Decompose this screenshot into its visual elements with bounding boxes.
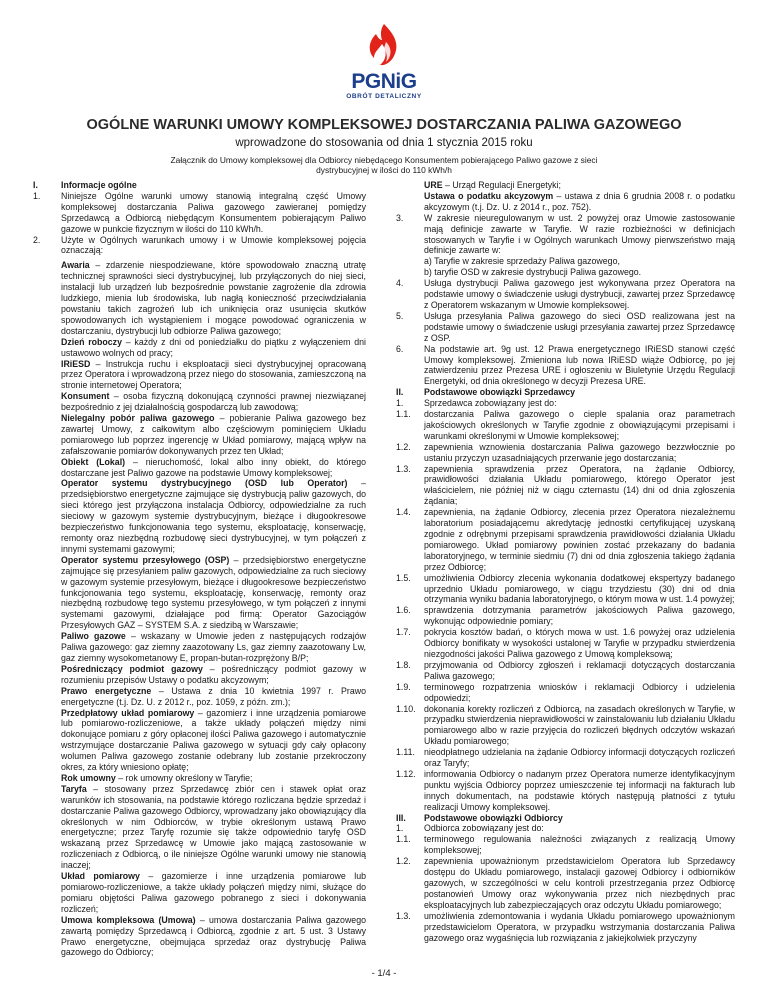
item-text: terminowego rozpatrzenia wniosków i reklamacji Odbiorcy i udzielenia odpowiedzi; bbox=[424, 681, 735, 703]
clause-text: Użyte w Ogólnych warunkach umowy i w Umowie kompleksowej pojęcia oznaczają: bbox=[61, 234, 366, 256]
clause-item bbox=[396, 409, 735, 442]
definition bbox=[61, 478, 366, 554]
item-text: terminowego regulowania należności związanych z realizacją Umowy kompleksowej; bbox=[424, 834, 735, 856]
clause bbox=[33, 191, 366, 235]
section-title: Informacje ogólne bbox=[61, 180, 137, 190]
definition bbox=[61, 260, 366, 336]
section-title: Podstawowe obowiązki Sprzedawcy bbox=[424, 387, 576, 398]
item-number: 1.3. bbox=[396, 463, 411, 474]
definition bbox=[61, 686, 366, 708]
clause bbox=[396, 344, 735, 388]
item-number: 1.10. bbox=[396, 703, 416, 714]
definition bbox=[61, 555, 366, 631]
clause-number: 4. bbox=[396, 278, 404, 289]
clause-number: 1. bbox=[396, 398, 404, 409]
flame-icon bbox=[364, 22, 404, 68]
section-heading bbox=[396, 813, 735, 824]
definition bbox=[61, 773, 366, 784]
clause-item bbox=[396, 682, 735, 704]
clause-text: Usługa przesyłania Paliwa gazowego do sieci OSD realizowana jest na podstawie umowy o świadczenie usługi przesyłania zawartej przez Sprzedawcę z OSP. bbox=[424, 310, 735, 343]
definition-text: – nieruchomość, lokal albo inny obiekt, do którego dostarczane jest Paliwo gazowe na podstawie Umowy kompleksowej; bbox=[61, 456, 366, 478]
definition-text: – osoba fizyczną dokonującą czynności prawnej niezwiązanej bezpośrednio z jej działalnością gospodarczą lub zawodową; bbox=[61, 391, 366, 413]
clause-item bbox=[396, 464, 735, 508]
section-heading bbox=[396, 387, 735, 398]
clause-item bbox=[396, 573, 735, 606]
definition-text: – pośredniczący podmiot gazowy w rozumieniu przepisów Ustawy o podatku akcyzowym; bbox=[61, 663, 366, 685]
clause-item bbox=[396, 704, 735, 748]
clause bbox=[396, 213, 735, 257]
item-number: 1.3. bbox=[396, 910, 411, 921]
definition bbox=[424, 180, 735, 191]
definition-term: Rok umowny bbox=[61, 772, 116, 783]
clause-item bbox=[396, 769, 735, 813]
clause-number: 1. bbox=[33, 190, 41, 201]
definition-term: Paliwo gazowe bbox=[61, 631, 126, 642]
item-text: zapewnienia sprawdzenia przez Operatora, na żądanie Odbiorcy, prawidłowości działania Układu pomiarowego, którego Operator jest właścicielem, nie później niż w ciągu czternastu (14) dni od dnia zgłoszenia żądania; bbox=[424, 463, 735, 507]
definition-text: – rok umowny określony w Taryfie; bbox=[115, 772, 253, 783]
clause bbox=[396, 398, 735, 409]
clause bbox=[33, 235, 366, 257]
definition-term: Taryfa bbox=[61, 783, 87, 794]
definition-text: – stosowany przez Sprzedawcę zbiór cen i stawek opłat oraz warunków ich stosowania, na podstawie którego rozliczana będzie sprzedaż i dostarczanie Paliwa gazowego Odbiorcy, wprowadzany jako obowiązujący dla określonych w nim Odbiorców, w trybie określonym ustawą Prawo energetyczne; przez Taryfę rozumie się także odpowiednio taryfę OSD wskazaną przez Sprzedawcę w Umowie jako mającą zastosowanie w rozliczeniach z Odbiorcą, o ile niniejsze Ogólne warunki umowy nie stanowią inaczej; bbox=[61, 783, 366, 871]
definition-text: – ustawa z dnia 6 grudnia 2008 r. o podatku akcyzowym (t.j. Dz. U. z 2014 r., poz. 752). bbox=[424, 190, 735, 212]
definition bbox=[61, 631, 366, 664]
definition bbox=[61, 391, 366, 413]
definition-text: – umowa dostarczania Paliwa gazowego zawartą pomiędzy Sprzedawcą i Odbiorcą, zgodnie z art. 5 ust. 3 Ustawy Prawo energetyczne, obejmująca sprzedaż oraz dystrybucję Paliwa gazowego do Odbiorcy; bbox=[61, 914, 366, 958]
clause-text: Na podstawie art. 9g ust. 12 Prawa energetycznego IRiESD stanowi część Umowy kompleksowej. Zmieniona lub nowa IRiESD wiąże Odbiorcę, po jej zatwierdzeniu przez Prezesa URE i ogłoszeniu w Biuletynie Urzędu Regulacji Energetyki, od dnia określonego w decyzji Prezesa URE. bbox=[424, 343, 735, 387]
item-text: nieodpłatnego udzielania na żądanie Odbiorcy informacji dotyczących rozliczeń oraz Taryfy; bbox=[424, 747, 735, 769]
section-number: III. bbox=[396, 812, 406, 823]
definition-text: – przedsiębiorstwo energetyczne zajmujące się dystrybucją paliw gazowych, do sieci którego jest przyłączona instalacja Odbiorcy, odpowiedzialne za ruch sieciowy w gazowym systemie dystrybucyjnym, bieżące i długookresowe bezpieczeństwo funkcjonowania tego systemu, eksploatację, konserwację, remonty oraz niezbędną rozbudowę sieci dystrybucyjnej, w tym połączeń z innymi systemami gazowymi; bbox=[61, 478, 366, 554]
definition-term: Nielegalny pobór paliwa gazowego bbox=[61, 413, 215, 424]
definition bbox=[61, 784, 366, 871]
clause-number: 1. bbox=[396, 823, 404, 834]
logo-subline: OBRÓT DETALICZNY bbox=[346, 93, 422, 100]
item-number: 1.11. bbox=[396, 747, 415, 758]
definition-term: Prawo energetyczne bbox=[61, 685, 152, 696]
section-number: I. bbox=[33, 180, 38, 190]
section-number: II. bbox=[396, 387, 404, 398]
clause-text: Usługa dystrybucji Paliwa gazowego jest wykonywana przez Operatora na podstawie umowy o świadczenie usługi dystrybucji, zawartej przez Sprzedawcę z Operatorem wskazanym w Umowie kompleksowej. bbox=[424, 278, 735, 310]
definition-text: – Urząd Regulacji Energetyki; bbox=[442, 180, 561, 190]
definition bbox=[61, 359, 366, 392]
definition bbox=[61, 871, 366, 915]
pgnig-logo bbox=[328, 22, 448, 102]
item-number: 1.12. bbox=[396, 768, 416, 779]
item-text: umożliwienia zdemontowania i wydania Układu pomiarowego upoważnionym przedstawicielom Operatora, w przypadku wstrzymania dostarczania Paliwa gazowego oraz wygaśnięcia lub rozwiązania z jakiejkolwiek przyczyny bbox=[424, 910, 735, 943]
definition-term: Operator systemu przesyłowego (OSP) bbox=[61, 554, 230, 565]
item-number: 1.4. bbox=[396, 507, 411, 518]
definition-term: IRiESD bbox=[61, 358, 91, 369]
definition-text: – przedsiębiorstwo energetyczne zajmujące się przesyłaniem paliw gazowych, odpowiedzialne za ruch sieciowy w gazowym systemie przesyłowym, bieżące i długookresowe bezpieczeństwo funkcjonowania tego systemu, eksploatację, konserwację, remonty oraz niezbędną rozbudowę tego systemu przesyłowego, w tym połączeń z innymi systemami gazowymi, działające pod firmą: Operator Gazociągów Przesyłowych GAZ – SYSTEM S.A. z siedzibą w Warszawie; bbox=[61, 554, 366, 631]
definition-text: – Instrukcja ruchu i eksploatacji sieci dystrybucyjnej opracowaną przez Operatora i wprowadzoną przez niego do stosowania, zamieszczoną na stronie internetowej Operatora; bbox=[61, 358, 366, 391]
right-column bbox=[396, 180, 735, 943]
definition-term: Obiekt (Lokal) bbox=[61, 456, 126, 467]
clause-text: W zakresie nieuregulowanym w ust. 2 powyżej oraz Umowie zastosowanie mają definicje zawarte w Taryfie. W razie rozbieżności w definicjach stosowanych w Taryfie i w Ogólnych warunkach Umowy pierwszeństwo mają definicje zawarte w: bbox=[424, 212, 735, 256]
definition-term: Ustawa o podatku akcyzowym bbox=[424, 190, 554, 201]
item-number: 1.2. bbox=[396, 441, 411, 452]
clause bbox=[396, 823, 735, 834]
item-number: 1.7. bbox=[396, 627, 411, 638]
definition-term: Umowa kompleksowa (Umowa) bbox=[61, 914, 196, 925]
clause-number: 5. bbox=[396, 310, 404, 321]
left-column bbox=[33, 180, 366, 958]
definition-text: – gazomierze i inne urządzenia pomiarowe lub pomiarowo-rozliczeniowe, a także układy połączeń między nimi, służące do pomiaru objętości Paliwa gazowego pobranego z sieci i dokonywania rozliczeń; bbox=[61, 871, 366, 914]
item-number: 1.1. bbox=[396, 834, 411, 845]
definition-text: – zdarzenie niespodziewane, które spowodowało znaczną utratę technicznej sprawności sieci dystrybucyjnej, lub przyłączonych do niej sieci, instalacji lub urządzeń lub bezpośrednie powstanie zagrożenie dla zdrowia ludzkiego, mienia lub środowiska, lub nagłą konieczność przeciwdziałania powstaniu takich zagrożeń lub ich uniknięcia oraz usunięcia skutków spowodowanych ich wystąpieniem i mogące powodować ograniczenia w dostarczaniu, dystrybucji lub odbiorze Paliwa gazowego; bbox=[61, 260, 366, 336]
definition-text: – pobieranie Paliwa gazowego bez zawartej Umowy, z całkowitym albo częściowym pominięciem Układu pomiarowego lub poprzez ingerencję w Układ pomiarowy, mającą wpływ na zafałszowanie pomiarów dokonywanych przez ten Układ; bbox=[61, 413, 366, 456]
logo-wordmark: PGNiG bbox=[351, 70, 417, 93]
clause bbox=[396, 278, 735, 311]
definition-term: Układ pomiarowy bbox=[61, 871, 140, 882]
definition-term: Awaria bbox=[61, 260, 90, 271]
section-heading bbox=[33, 180, 366, 191]
section-title: Podstawowe obowiązki Odbiorcy bbox=[424, 812, 563, 823]
item-text: zapewnienia wznowienia dostarczania Paliwa gazowego bezzwłocznie po ustaniu przyczyn uzasadniających przerwanie jego dostarczania; bbox=[424, 441, 735, 463]
sub-clause: b) taryfie OSD w zakresie dystrybucji Paliwa gazowego. bbox=[424, 267, 642, 278]
page-number: - 1/4 - bbox=[371, 968, 397, 979]
definition-text: – każdy z dni od poniedziałku do piątku z wyłączeniem dni ustawowo wolnych od pracy; bbox=[61, 336, 366, 358]
clause-item bbox=[396, 834, 735, 856]
item-number: 1.1. bbox=[396, 409, 411, 420]
clause-text: Niniejsze Ogólne warunki umowy stanowią integralną część Umowy kompleksowej dostarczania Paliwa gazowego zawieranej pomiędzy Sprzedawcą a Odbiorcą niebędącym Konsumentem pobierającym Paliwo gazowe w punkcie fizycznym w ilości do 110 kWh/h. bbox=[61, 190, 366, 234]
definition bbox=[61, 337, 366, 359]
item-text: przyjmowania od Odbiorcy zgłoszeń i reklamacji dotyczących dostarczania Paliwa gazowego; bbox=[424, 659, 735, 681]
clause-item bbox=[396, 507, 735, 572]
item-text: dostarczania Paliwa gazowego o cieple spalania oraz parametrach jakościowych określonych w Taryfie zgodnie z obowiązującymi przepisami i warunkami określonymi w Umowie kompleksowej; bbox=[424, 409, 735, 441]
definition-term: Pośredniczący podmiot gazowy bbox=[61, 663, 203, 674]
clause bbox=[396, 311, 735, 344]
item-text: pokrycia kosztów badań, o których mowa w ust. 1.6 powyżej oraz udzielenia Odbiorcy bonifikaty w wysokości ustalonej w Taryfie w przypadku stwierdzenia niezgodności jakości Paliwa gazowego z Umową kompleksową; bbox=[424, 627, 735, 659]
item-text: umożliwienia Odbiorcy zlecenia wykonania dodatkowej ekspertyzy badanego uprzednio Układu pomiarowego, w ciągu trzydziestu (30) dni od dnia otrzymania wyniku badania laboratoryjnego, o którym mowa w ust. 1.4 powyżej; bbox=[424, 572, 735, 605]
definition-text: – Ustawa z dnia 10 kwietnia 1997 r. Prawo energetyczne (t.j. Dz. U. z 2012 r., poz. 1059, z późn. zm.); bbox=[61, 685, 366, 707]
clause-number: 6. bbox=[396, 343, 404, 354]
item-number: 1.5. bbox=[396, 572, 411, 583]
item-text: sprawdzenia dotrzymania parametrów jakościowych Paliwa gazowego, wykonując odpowiednie pomiary; bbox=[424, 605, 735, 627]
definition-term: Przedpłatowy układ pomiarowy bbox=[61, 707, 195, 718]
clause-item bbox=[396, 605, 735, 627]
item-number: 1.9. bbox=[396, 681, 411, 692]
clause-number: 3. bbox=[396, 212, 404, 223]
definition-text: – wskazany w Umowie jeden z następujących rodzajów Paliwa gazowego: gaz ziemny zaazotowany Ls, gaz ziemny zaazotowany Lw, gaz ziemny wysokometanowy E, propan-butan-rozprężony B/P; bbox=[61, 631, 366, 663]
clause-item bbox=[396, 660, 735, 682]
definition bbox=[61, 664, 366, 686]
definition bbox=[61, 915, 366, 959]
definition-text: – gazomierz i inne urządzenia pomiarowe lub pomiarowo-rozliczeniowe, a także układy połączeń między nimi dokonujące pomiaru z góry opłaconej ilości Paliwa gazowego i automatycznie wstrzymujące dostarczanie Paliwa gazowego w sytuacji gdy cały opłacony wolumen Paliwa gazowego zostanie odebrany lub zostanie przekroczony okres, za który wniesiono opłatę; bbox=[61, 707, 366, 773]
clause-text: Sprzedawca zobowiązany jest do: bbox=[424, 398, 557, 409]
item-text: zapewnienia, na żądanie Odbiorcy, zlecenia przez Operatora niezależnemu laboratorium posiadającemu akredytację jednostki certyfikującej uzyskaną zgodnie z odrębnymi przepisami sprawdzenia prawidłowości działania Układu pomiarowego. Układ pomiarowy powinien zostać przekazany do badania laboratoryjnego, w terminie siedmiu (7) dni od dnia zgłoszenia takiego żądania przez Odbiorcę; bbox=[424, 507, 735, 572]
clause-item bbox=[396, 442, 735, 464]
definition bbox=[61, 413, 366, 457]
item-number: 1.8. bbox=[396, 659, 411, 670]
clause-item bbox=[396, 747, 735, 769]
item-text: zapewnienia upoważnionym przedstawicielom Operatora lub Sprzedawcy dostępu do Układu pomiarowego, instalacji gazowej Odbiorcy i odbiorników gazowych, w szczególności w celu kontroli przestrzegania przez Odbiorcę postanowień Umowy oraz wykonywania przez nich niezbędnych prac eksploatacyjnych lub zabezpieczających oraz odczytu Układu pomiarowego; bbox=[424, 856, 735, 910]
definition bbox=[424, 191, 735, 213]
clause-item bbox=[396, 856, 735, 911]
clause-item bbox=[396, 627, 735, 660]
item-number: 1.2. bbox=[396, 856, 411, 867]
definition bbox=[61, 708, 366, 773]
document-title: OGÓLNE WARUNKI UMOWY KOMPLEKSOWEJ DOSTARCZANIA PALIWA GAZOWEGO bbox=[86, 117, 682, 133]
sub-clause: a) Taryfie w zakresie sprzedaży Paliwa gazowego, bbox=[424, 256, 620, 267]
document-subtitle: wprowadzone do stosowania od dnia 1 stycznia 2015 roku bbox=[235, 137, 533, 149]
definition-term: Konsument bbox=[61, 391, 110, 402]
item-number: 1.6. bbox=[396, 605, 411, 616]
clause-number: 2. bbox=[33, 234, 41, 245]
clause-text: Odbiorca zobowiązany jest do: bbox=[424, 823, 544, 834]
item-text: dokonania korekty rozliczeń z Odbiorcą, na zasadach określonych w Taryfie, w przypadku stwierdzenia nieprawidłowości w zainstalowaniu lub działaniu Układu pomiarowego albo w razie przyjęcia do rozliczeń błędnych odczytów wskazań Układu pomiarowego; bbox=[424, 703, 735, 747]
item-text: informowania Odbiorcy o nadanym przez Operatora numerze identyfikacyjnym punktu wyjścia Odbiorcy poprzez umieszczenie tej informacji na fakturach lub innych dokumentach, na podstawie których następują płatności z tytułu realizacji Umowy kompleksowej. bbox=[424, 768, 735, 812]
definition-term: Operator systemu dystrybucyjnego (OSD lub Operator) bbox=[61, 478, 348, 489]
definition-term: URE bbox=[424, 180, 443, 190]
attachment-note: Załącznik do Umowy kompleksowej dla Odbiorcy niebędącego Konsumentem pobierającego Paliwo gazowe z sieci dystrybucyjnej w ilości do 110 kWh/h bbox=[170, 155, 598, 175]
definition bbox=[61, 457, 366, 479]
definition-term: Dzień roboczy bbox=[61, 336, 122, 347]
clause-item bbox=[396, 911, 735, 944]
